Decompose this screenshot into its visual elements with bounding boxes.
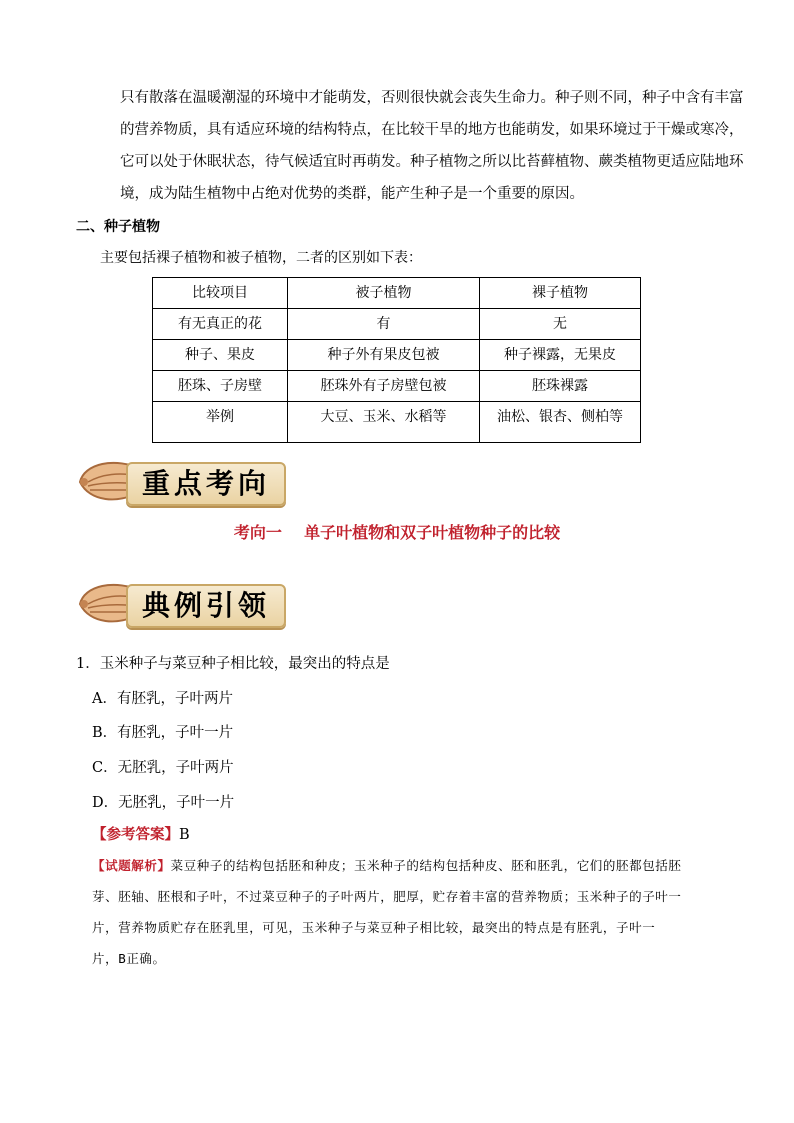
table-header-cell: 被子植物 <box>288 278 480 309</box>
table-cell: 举例 <box>153 402 288 443</box>
table-header-cell: 裸子植物 <box>480 278 641 309</box>
comparison-table <box>152 277 641 443</box>
table-cell: 油松、银杏、侧柏等 <box>480 402 641 443</box>
intro-paragraph <box>120 82 744 210</box>
table-cell: 胚珠外有子房壁包被 <box>288 371 480 402</box>
section-heading: 考向一 单子叶植物和双子叶植物种子的比较 <box>233 523 561 542</box>
intro-line: 的营养物质，具有适应环境的结构特点，在比较干旱的地方也能萌发，如果环境过于干燥或寒冷， <box>120 122 744 138</box>
table-cell: 有 <box>288 309 480 340</box>
question-stem: 1．玉米种子与菜豆种子相比较，最突出的特点是 <box>76 656 390 672</box>
explanation-line: 片，营养物质贮存在胚乳里，可见，玉米种子与菜豆种子相比较，最突出的特点是有胚乳，子叶一 <box>92 920 656 935</box>
option-c: C．无胚乳，子叶两片 <box>92 760 234 776</box>
table-row <box>153 371 641 402</box>
intro-line: 它可以处于休眠状态，待气候适宜时再萌发。种子植物之所以比苔藓植物、蕨类植物更适应陆地环 <box>120 154 744 170</box>
banner-example <box>74 574 286 630</box>
section-intro: 主要包括裸子植物和被子植物，二者的区别如下表： <box>100 250 422 266</box>
answer-value: B <box>179 827 190 843</box>
option-a: A．有胚乳，子叶两片 <box>92 691 233 707</box>
explanation-label: 【试题解析】 <box>92 858 171 873</box>
explanation-line: 片，B正确。 <box>92 951 166 966</box>
explanation <box>92 850 682 974</box>
section-title: 二、种子植物 <box>76 219 160 235</box>
table-row <box>153 309 641 340</box>
banner-ribbon <box>126 584 286 628</box>
table-cell: 大豆、玉米、水稻等 <box>288 402 480 443</box>
table-cell: 种子、果皮 <box>153 340 288 371</box>
banner-title: 重点考向 <box>141 467 270 500</box>
explanation-line: 【试题解析】菜豆种子的结构包括胚和种皮；玉米种子的结构包括种皮、胚和胚乳，它们的胚都包括胚 <box>92 858 682 873</box>
table-cell: 胚珠、子房壁 <box>153 371 288 402</box>
option-d: D．无胚乳，子叶一片 <box>92 795 235 811</box>
explanation-line: 芽、胚轴、胚根和子叶，不过菜豆种子的子叶两片，肥厚，贮存着丰富的营养物质；玉米种子的子叶一 <box>92 889 682 904</box>
table-cell: 无 <box>480 309 641 340</box>
table-cell: 种子外有果皮包被 <box>288 340 480 371</box>
banner-key-points <box>74 452 286 508</box>
intro-line: 境，成为陆生植物中占绝对优势的类群，能产生种子是一个重要的原因。 <box>120 186 584 202</box>
table-row <box>153 340 641 371</box>
table-cell: 胚珠裸露 <box>480 371 641 402</box>
option-b: B．有胚乳，子叶一片 <box>92 725 234 741</box>
banner-title: 典例引领 <box>141 589 270 622</box>
table-cell: 有无真正的花 <box>153 309 288 340</box>
table-header-row <box>153 278 641 309</box>
answer <box>92 823 190 844</box>
intro-line: 只有散落在温暖潮湿的环境中才能萌发，否则很快就会丧失生命力。种子则不同，种子中含有丰富 <box>120 90 744 106</box>
answer-label: 【参考答案】 <box>92 826 179 843</box>
table-row <box>153 402 641 443</box>
table-cell: 种子裸露，无果皮 <box>480 340 641 371</box>
banner-ribbon <box>126 462 286 506</box>
table-header-cell: 比较项目 <box>153 278 288 309</box>
